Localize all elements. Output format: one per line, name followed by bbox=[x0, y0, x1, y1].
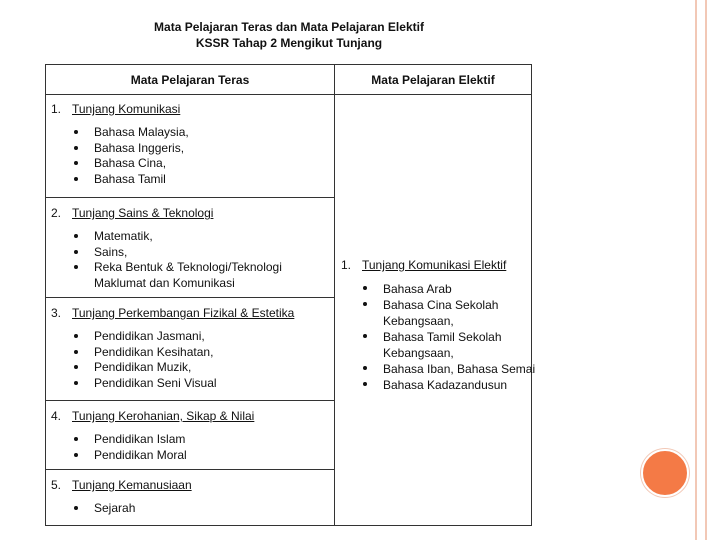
list-item: Bahasa Cina Sekolah Kebangsaan, bbox=[361, 297, 547, 329]
core-row-1 bbox=[46, 95, 334, 198]
list-item: Pendidikan Muzik, bbox=[72, 360, 217, 376]
row-number: 5. bbox=[51, 478, 62, 492]
core-row-3 bbox=[46, 298, 334, 401]
row-heading: Tunjang Sains & Teknologi bbox=[72, 206, 214, 220]
core-row-4 bbox=[46, 401, 334, 470]
core-list-3 bbox=[72, 329, 217, 391]
row-heading: Tunjang Kerohanian, Sikap & Nilai bbox=[72, 409, 255, 423]
row-heading: Tunjang Komunikasi bbox=[72, 102, 181, 116]
row-number: 2. bbox=[51, 206, 62, 220]
subjects-table bbox=[45, 64, 536, 526]
document-title bbox=[46, 19, 532, 51]
list-item: Sains, bbox=[72, 245, 302, 261]
elective-section bbox=[341, 258, 536, 393]
list-item: Bahasa Iban, Bahasa Semai bbox=[361, 361, 547, 377]
elective-list bbox=[361, 281, 547, 393]
core-list-2 bbox=[72, 229, 302, 291]
core-heading-2 bbox=[51, 206, 213, 220]
list-item: Pendidikan Jasmani, bbox=[72, 329, 217, 345]
list-item: Pendidikan Moral bbox=[72, 448, 187, 464]
core-row-2 bbox=[46, 198, 334, 298]
row-number: 1. bbox=[51, 102, 62, 116]
header-core-subjects: Mata Pelajaran Teras bbox=[46, 65, 334, 95]
row-number: 3. bbox=[51, 306, 62, 320]
row-heading: Tunjang Komunikasi Elektif bbox=[362, 258, 507, 272]
core-heading-4 bbox=[51, 409, 254, 423]
list-item: Bahasa Cina, bbox=[72, 156, 189, 172]
list-item: Bahasa Tamil bbox=[72, 172, 189, 188]
list-item: Bahasa Arab bbox=[361, 281, 547, 297]
row-heading: Tunjang Perkembangan Fizikal & Estetika bbox=[72, 306, 295, 320]
row-number: 1. bbox=[341, 258, 352, 272]
row-heading: Tunjang Kemanusiaan bbox=[72, 478, 192, 492]
title-line-2: KSSR Tahap 2 Mengikut Tunjang bbox=[195, 36, 383, 50]
frame-line-right bbox=[705, 0, 707, 540]
decorative-circle bbox=[641, 449, 689, 497]
core-row-5 bbox=[46, 470, 334, 525]
list-item: Reka Bentuk & Teknologi/Teknologi Maklumat dan Komunikasi bbox=[72, 260, 302, 291]
core-heading-1 bbox=[51, 102, 180, 116]
core-heading-3 bbox=[51, 306, 294, 320]
header-elective-subjects: Mata Pelajaran Elektif bbox=[335, 65, 531, 95]
core-list-5 bbox=[72, 501, 135, 517]
list-item: Bahasa Tamil Sekolah Kebangsaan, bbox=[361, 329, 547, 361]
list-item: Matematik, bbox=[72, 229, 302, 245]
list-item: Bahasa Malaysia, bbox=[72, 125, 189, 141]
list-item: Pendidikan Seni Visual bbox=[72, 376, 217, 392]
row-number: 4. bbox=[51, 409, 62, 423]
list-item: Bahasa Inggeris, bbox=[72, 141, 189, 157]
elective-heading bbox=[341, 258, 527, 272]
core-heading-5 bbox=[51, 478, 192, 492]
title-line-1: Mata Pelajaran Teras dan Mata Pelajaran Elektif bbox=[154, 20, 424, 34]
frame-line-left bbox=[695, 0, 697, 540]
list-item: Bahasa Kadazandusun bbox=[361, 377, 547, 393]
core-list-1 bbox=[72, 125, 189, 187]
column-divider bbox=[334, 65, 335, 525]
list-item: Sejarah bbox=[72, 501, 135, 517]
list-item: Pendidikan Islam bbox=[72, 432, 187, 448]
core-list-4 bbox=[72, 432, 187, 463]
list-item: Pendidikan Kesihatan, bbox=[72, 345, 217, 361]
